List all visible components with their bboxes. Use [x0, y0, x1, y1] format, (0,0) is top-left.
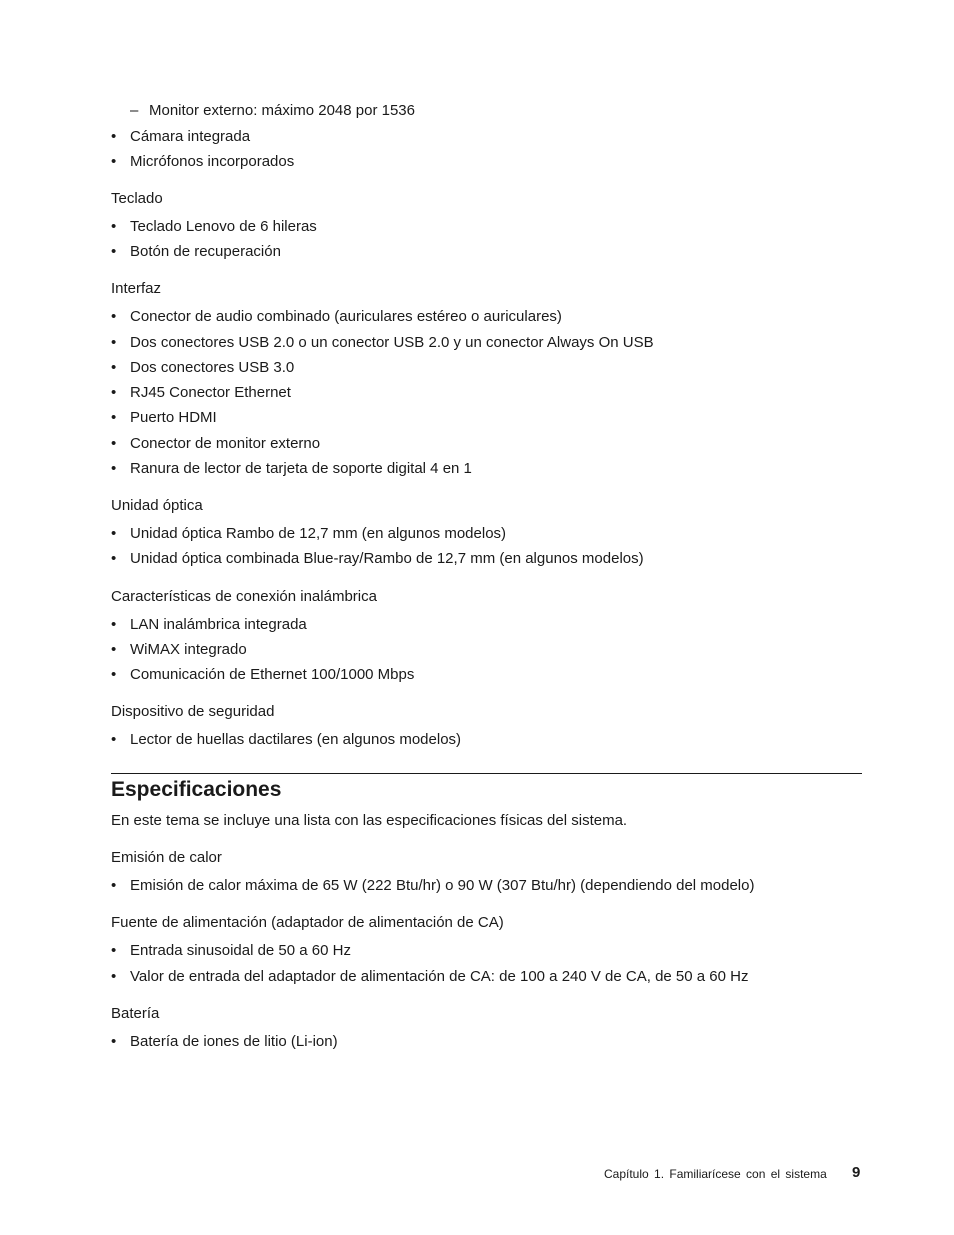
list-item-text: Ranura de lector de tarjeta de soporte digital 4 en 1 [130, 460, 472, 477]
list-item-text: LAN inalámbrica integrada [130, 616, 307, 633]
list-item-text: Entrada sinusoidal de 50 a 60 Hz [130, 942, 351, 959]
bullet-marker: • [111, 525, 117, 542]
bullet-marker: • [111, 153, 117, 170]
bullet-marker: • [111, 616, 117, 633]
list-item-text: Unidad óptica Rambo de 12,7 mm (en algunos modelos) [130, 525, 507, 542]
section-heading: Especificaciones [111, 778, 282, 801]
bullet-marker: • [111, 968, 117, 985]
bullet-marker: • [111, 550, 117, 567]
bullet-marker: • [111, 641, 117, 658]
list-subitem-text: Monitor externo: máximo 2048 por 1536 [149, 102, 415, 119]
section-label-power: Fuente de alimentación (adaptador de alimentación de CA) [111, 914, 504, 931]
bullet-marker: • [111, 409, 117, 426]
list-item-text: Lector de huellas dactilares (en algunos modelos) [130, 731, 462, 748]
list-item-text: Dos conectores USB 2.0 o un conector USB 2.0 y un conector Always On USB [130, 334, 654, 351]
bullet-marker: • [111, 460, 117, 477]
list-item-text: WiMAX integrado [130, 641, 247, 658]
bullet-marker: • [111, 243, 117, 260]
bullet-marker: • [111, 942, 117, 959]
section-label-security: Dispositivo de seguridad [111, 703, 275, 720]
section-divider [111, 773, 862, 774]
list-item-text: Dos conectores USB 3.0 [130, 359, 295, 376]
list-item-text: RJ45 Conector Ethernet [130, 384, 291, 401]
list-item-text: Conector de monitor externo [130, 435, 321, 452]
section-label-keyboard: Teclado [111, 190, 163, 207]
bullet-marker: • [111, 877, 117, 894]
list-item-text: Batería de iones de litio (Li-ion) [130, 1033, 338, 1050]
dash-marker: – [130, 102, 139, 119]
page-number: 9 [852, 1164, 861, 1181]
bullet-marker: • [111, 308, 117, 325]
footer-chapter-title: Capítulo 1. Familiarícese con el sistema [604, 1167, 827, 1181]
list-item-text: Comunicación de Ethernet 100/1000 Mbps [130, 666, 415, 683]
list-item-text: Teclado Lenovo de 6 hileras [130, 218, 317, 235]
section-label-battery: Batería [111, 1005, 160, 1022]
section-label-heat: Emisión de calor [111, 849, 222, 866]
list-item-text: Botón de recuperación [130, 243, 281, 260]
bullet-marker: • [111, 731, 117, 748]
bullet-marker: • [111, 666, 117, 683]
list-item-text: Unidad óptica combinada Blue-ray/Rambo de 12,7 mm (en algunos modelos) [130, 550, 644, 567]
section-label-interface: Interfaz [111, 280, 162, 297]
bullet-marker: • [111, 435, 117, 452]
section-intro: En este tema se incluye una lista con las especificaciones físicas del sistema. [111, 812, 628, 829]
bullet-marker: • [111, 334, 117, 351]
list-item-text: Valor de entrada del adaptador de alimentación de CA: de 100 a 240 V de CA, de 50 a 60 Hz [130, 968, 749, 985]
list-item-text: Micrófonos incorporados [130, 153, 295, 170]
bullet-marker: • [111, 384, 117, 401]
list-item-text: Puerto HDMI [130, 409, 217, 426]
list-item-text: Cámara integrada [130, 128, 251, 145]
bullet-marker: • [111, 218, 117, 235]
list-item-text: Conector de audio combinado (auriculares estéreo o auriculares) [130, 308, 562, 325]
section-label-wireless: Características de conexión inalámbrica [111, 588, 377, 605]
list-item-text: Emisión de calor máxima de 65 W (222 Btu/hr) o 90 W (307 Btu/hr) (dependiendo del modelo) [130, 877, 755, 894]
section-label-optical: Unidad óptica [111, 497, 203, 514]
bullet-marker: • [111, 128, 117, 145]
bullet-marker: • [111, 359, 117, 376]
bullet-marker: • [111, 1033, 117, 1050]
